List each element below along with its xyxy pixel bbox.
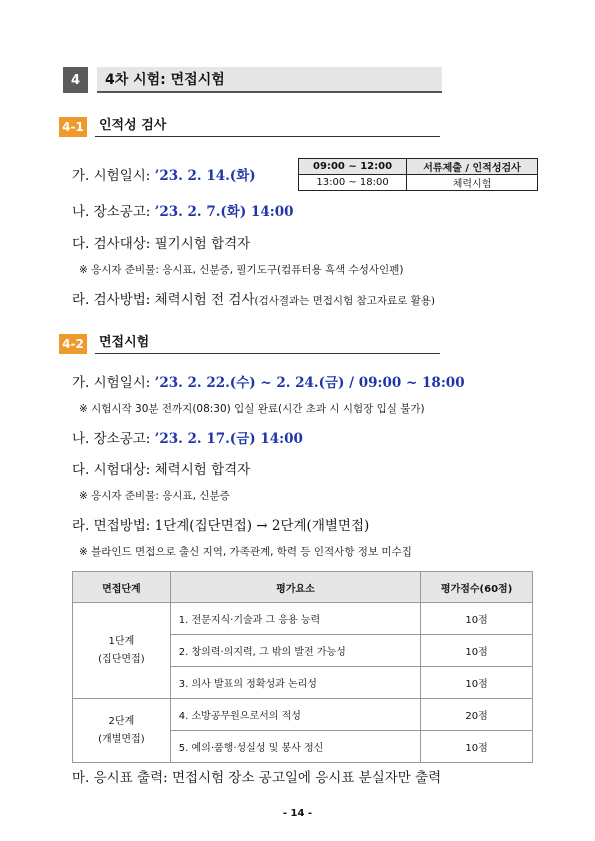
stage-1-cell: 1단계 (집단면접) [73, 603, 171, 699]
criteria-cell: 5. 예의·품행·성실성 및 봉사 정신 [170, 731, 420, 763]
sub2-venue-notice [72, 427, 303, 447]
page-number: - 14 - [282, 808, 313, 819]
subsection-title-2: 면접시험 [95, 334, 440, 354]
sub1-method-text: 라. 검사방법: 체력시험 전 검사 [72, 292, 255, 308]
sub1-venue-notice [72, 200, 294, 220]
sub1-method-note: (검사결과는 면접시험 참고자료로 활용) [254, 295, 435, 307]
sub1-venue-value: ’23. 2. 7.(화) 14:00 [154, 204, 294, 220]
header-stage: 면접단계 [73, 572, 171, 603]
section-number: 4 [63, 67, 88, 93]
evaluation-table [72, 571, 533, 763]
criteria-cell: 4. 소방공무원으로서의 적성 [170, 699, 420, 731]
criteria-cell: 3. 의사 발표의 정확성과 논리성 [170, 667, 420, 699]
sub2-note-items: ※ 응시자 준비물: 응시표, 신분증 [79, 490, 230, 502]
sub2-venue-label: 나. 장소공고: [72, 431, 155, 447]
ticket-print-note: 마. 응시표 출력: 면접시험 장소 공고일에 응시표 분실자만 출력 [72, 770, 442, 786]
schedule-time: 09:00 ~ 12:00 [299, 159, 407, 175]
score-cell: 10점 [421, 667, 533, 699]
schedule-time: 13:00 ~ 18:00 [299, 175, 407, 191]
table-row [73, 603, 533, 635]
section-title [97, 67, 442, 93]
evaluation-header-row [73, 572, 533, 603]
header-score: 평가점수(60점) [421, 572, 533, 603]
score-cell: 10점 [421, 635, 533, 667]
score-cell: 20점 [421, 699, 533, 731]
sub1-target: 다. 검사대상: 필기시험 합격자 [72, 236, 251, 252]
section-title-text: 4차 시험: 면접시험 [105, 72, 225, 88]
sub2-target: 다. 시험대상: 체력시험 합격자 [72, 462, 251, 478]
sub2-exam-date-label: 가. 시험일시: [72, 375, 155, 391]
sub1-exam-date-value: ’23. 2. 14.(화) [154, 168, 256, 184]
schedule-row [299, 159, 538, 175]
sub1-method [72, 288, 435, 308]
schedule-task: 체력시험 [407, 175, 538, 191]
stage-2-cell: 2단계 (개별면접) [73, 699, 171, 763]
score-cell: 10점 [421, 603, 533, 635]
score-cell: 10점 [421, 731, 533, 763]
table-row [73, 699, 533, 731]
criteria-cell: 2. 창의력·의지력, 그 밖의 발전 가능성 [170, 635, 420, 667]
sub2-method: 라. 면접방법: 1단계(집단면접) → 2단계(개별면접) [72, 518, 370, 534]
sub1-exam-date [72, 164, 256, 184]
schedule-task: 서류제출 / 인적성검사 [407, 159, 538, 175]
subsection-number-1: 4-1 [59, 117, 87, 137]
schedule-table [298, 158, 538, 191]
subsection-number-2: 4-2 [59, 334, 87, 354]
sub1-exam-date-label: 가. 시험일시: [72, 168, 155, 184]
sub1-venue-label: 나. 장소공고: [72, 204, 155, 220]
sub2-note-arrival: ※ 시험시작 30분 전까지(08:30) 입실 완료(시간 초과 시 시험장 입실 불가) [79, 403, 425, 415]
sub2-venue-value: ’23. 2. 17.(금) 14:00 [154, 431, 303, 447]
criteria-cell: 1. 전문지식·기술과 그 응용 능력 [170, 603, 420, 635]
sub2-exam-date [72, 371, 465, 391]
sub1-note-items: ※ 응시자 준비물: 응시표, 신분증, 필기도구(컴퓨터용 흑색 수성사인펜) [79, 264, 404, 276]
schedule-row [299, 175, 538, 191]
sub2-exam-date-value: ’23. 2. 22.(수) ~ 2. 24.(금) / 09:00 ~ 18:00 [154, 375, 465, 391]
sub2-note-blind: ※ 블라인드 면접으로 출신 지역, 가족관계, 학력 등 인적사항 정보 미수집 [79, 546, 412, 558]
header-criteria: 평가요소 [170, 572, 420, 603]
subsection-title-1: 인적성 검사 [95, 117, 440, 137]
